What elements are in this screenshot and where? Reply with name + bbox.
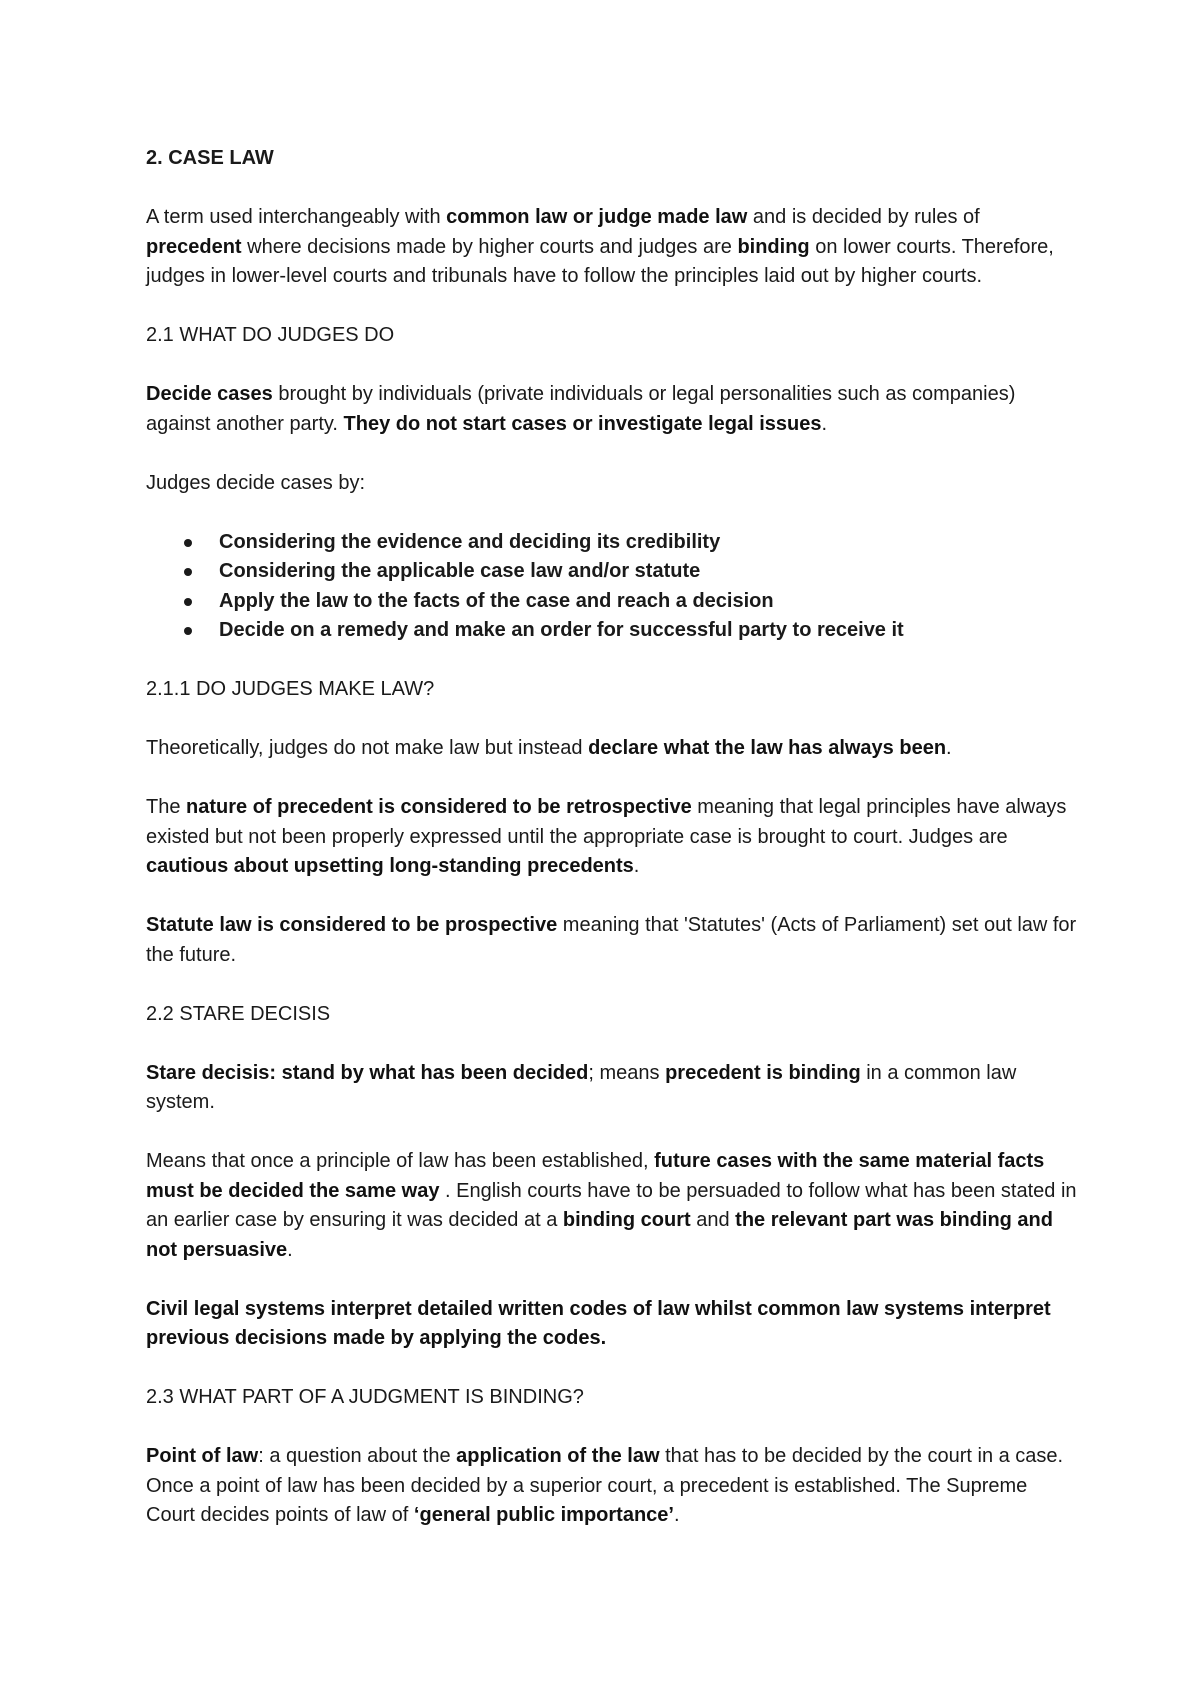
theoretically-paragraph <box>146 734 1080 764</box>
stare-bold-binding: precedent is binding <box>665 1061 861 1084</box>
point-bold: Point of law <box>146 1445 259 1467</box>
civil-legal-systems-paragraph <box>146 1295 1080 1354</box>
means-bold-binding-court: binding court <box>562 1209 691 1231</box>
means-bold-relevant-part: the relevant part was binding and not persuasive <box>146 1209 1053 1261</box>
judges-bullet-list <box>146 528 1080 646</box>
nature-bold-retrospective: nature of precedent is considered to be retrospective <box>186 796 692 818</box>
point-text-1: : a question about the <box>258 1445 457 1467</box>
stare-decisis-paragraph <box>146 1059 1080 1118</box>
list-item <box>146 616 1080 646</box>
list-item <box>146 557 1080 587</box>
intro-bold-binding: binding <box>737 235 810 258</box>
intro-bold-common-law: common law or judge made law <box>446 206 748 228</box>
stare-bold: Stare decisis: stand by what has been decided <box>146 1061 589 1084</box>
bullet-text: Decide on a remedy and make an order for successful party to receive it <box>219 619 904 641</box>
civil-bold: Civil legal systems interpret detailed written codes of law whilst common law systems interpret previous decisions made by applying the codes. <box>146 1297 1051 1349</box>
statute-law-paragraph <box>146 911 1080 970</box>
nature-period: . <box>633 855 640 877</box>
decide-bold: Decide cases <box>146 383 273 405</box>
means-bold-future-cases: future cases with the same material facts must be decided the same way <box>146 1150 1045 1202</box>
document-title: 2. CASE LAW <box>146 147 274 169</box>
bullet-icon <box>184 568 192 576</box>
point-period: . <box>673 1504 680 1526</box>
theoretically-text: Theoretically, judges do not make law but instead <box>146 737 589 759</box>
nature-bold-cautious: cautious about upsetting long-standing precedents <box>146 855 634 877</box>
nature-text-2: meaning that legal principles have always existed but not been properly expressed until the appropriate case is brought to court. Judges are <box>146 796 1067 848</box>
theoretically-period: . <box>946 737 952 759</box>
heading-2-3: 2.3 WHAT PART OF A JUDGMENT IS BINDING? <box>146 1386 584 1408</box>
bullet-icon <box>184 598 192 606</box>
means-text-1: Means that once a principle of law has been established, <box>146 1150 655 1172</box>
means-period: . <box>287 1238 293 1261</box>
list-item <box>146 528 1080 558</box>
stare-text-1: ; means <box>588 1061 666 1084</box>
statute-bold: Statute law is considered to be prospective <box>146 914 558 936</box>
means-text-2: . English courts have to be persuaded to follow what has been stated in an earlier case by ensuring it was decided at a <box>146 1179 1077 1231</box>
bullet-icon <box>184 539 192 547</box>
stare-text-2: in a common law system. <box>146 1061 1017 1113</box>
means-text-3: and <box>690 1209 736 1231</box>
heading-2-1-1: 2.1.1 DO JUDGES MAKE LAW? <box>146 678 435 700</box>
intro-paragraph <box>146 203 1080 292</box>
point-bold-application: application of the law <box>456 1445 660 1467</box>
intro-bold-precedent: precedent <box>146 235 242 258</box>
bullet-text: Considering the applicable case law and/or statute <box>219 560 701 582</box>
point-of-law-paragraph <box>146 1442 1080 1531</box>
decide-text: brought by individuals (private individuals or legal personalities such as companies) against another party. <box>146 383 1016 435</box>
bullet-icon <box>184 627 192 635</box>
intro-text-2: and is decided by rules of <box>747 206 980 228</box>
intro-text-1: A term used interchangeably with <box>146 206 447 228</box>
nature-of-precedent-paragraph <box>146 793 1080 882</box>
bullet-text: Apply the law to the facts of the case and reach a decision <box>219 589 774 612</box>
decide-bold-not-start: They do not start cases or investigate legal issues <box>343 412 822 435</box>
decide-cases-paragraph <box>146 380 1080 439</box>
heading-2-1: 2.1 WHAT DO JUDGES DO <box>146 324 395 346</box>
intro-text-4: on lower courts. Therefore, judges in lower-level courts and tribunals have to follow the principles laid out by higher courts. <box>146 235 1054 287</box>
means-paragraph <box>146 1147 1080 1265</box>
bullet-text: Considering the evidence and deciding its credibility <box>219 530 721 553</box>
judges-decide-by-paragraph: Judges decide cases by: <box>146 471 366 494</box>
point-text-2: that has to be decided by the court in a case. Once a point of law has been decided by a superior court, a precedent is established. The Supreme Court decides points of law of <box>146 1445 1064 1526</box>
list-item <box>146 587 1080 617</box>
point-bold-general-public: ‘general public importance’ <box>413 1504 674 1526</box>
statute-text: meaning that 'Statutes' (Acts of Parliament) set out law for the future. <box>146 914 1077 966</box>
decide-period: . <box>821 412 828 435</box>
heading-2-2: 2.2 STARE DECISIS <box>146 1002 331 1025</box>
theoretically-bold: declare what the law has always been <box>588 737 947 759</box>
nature-text-1: The <box>146 796 187 818</box>
intro-text-3: where decisions made by higher courts and judges are <box>241 235 738 258</box>
